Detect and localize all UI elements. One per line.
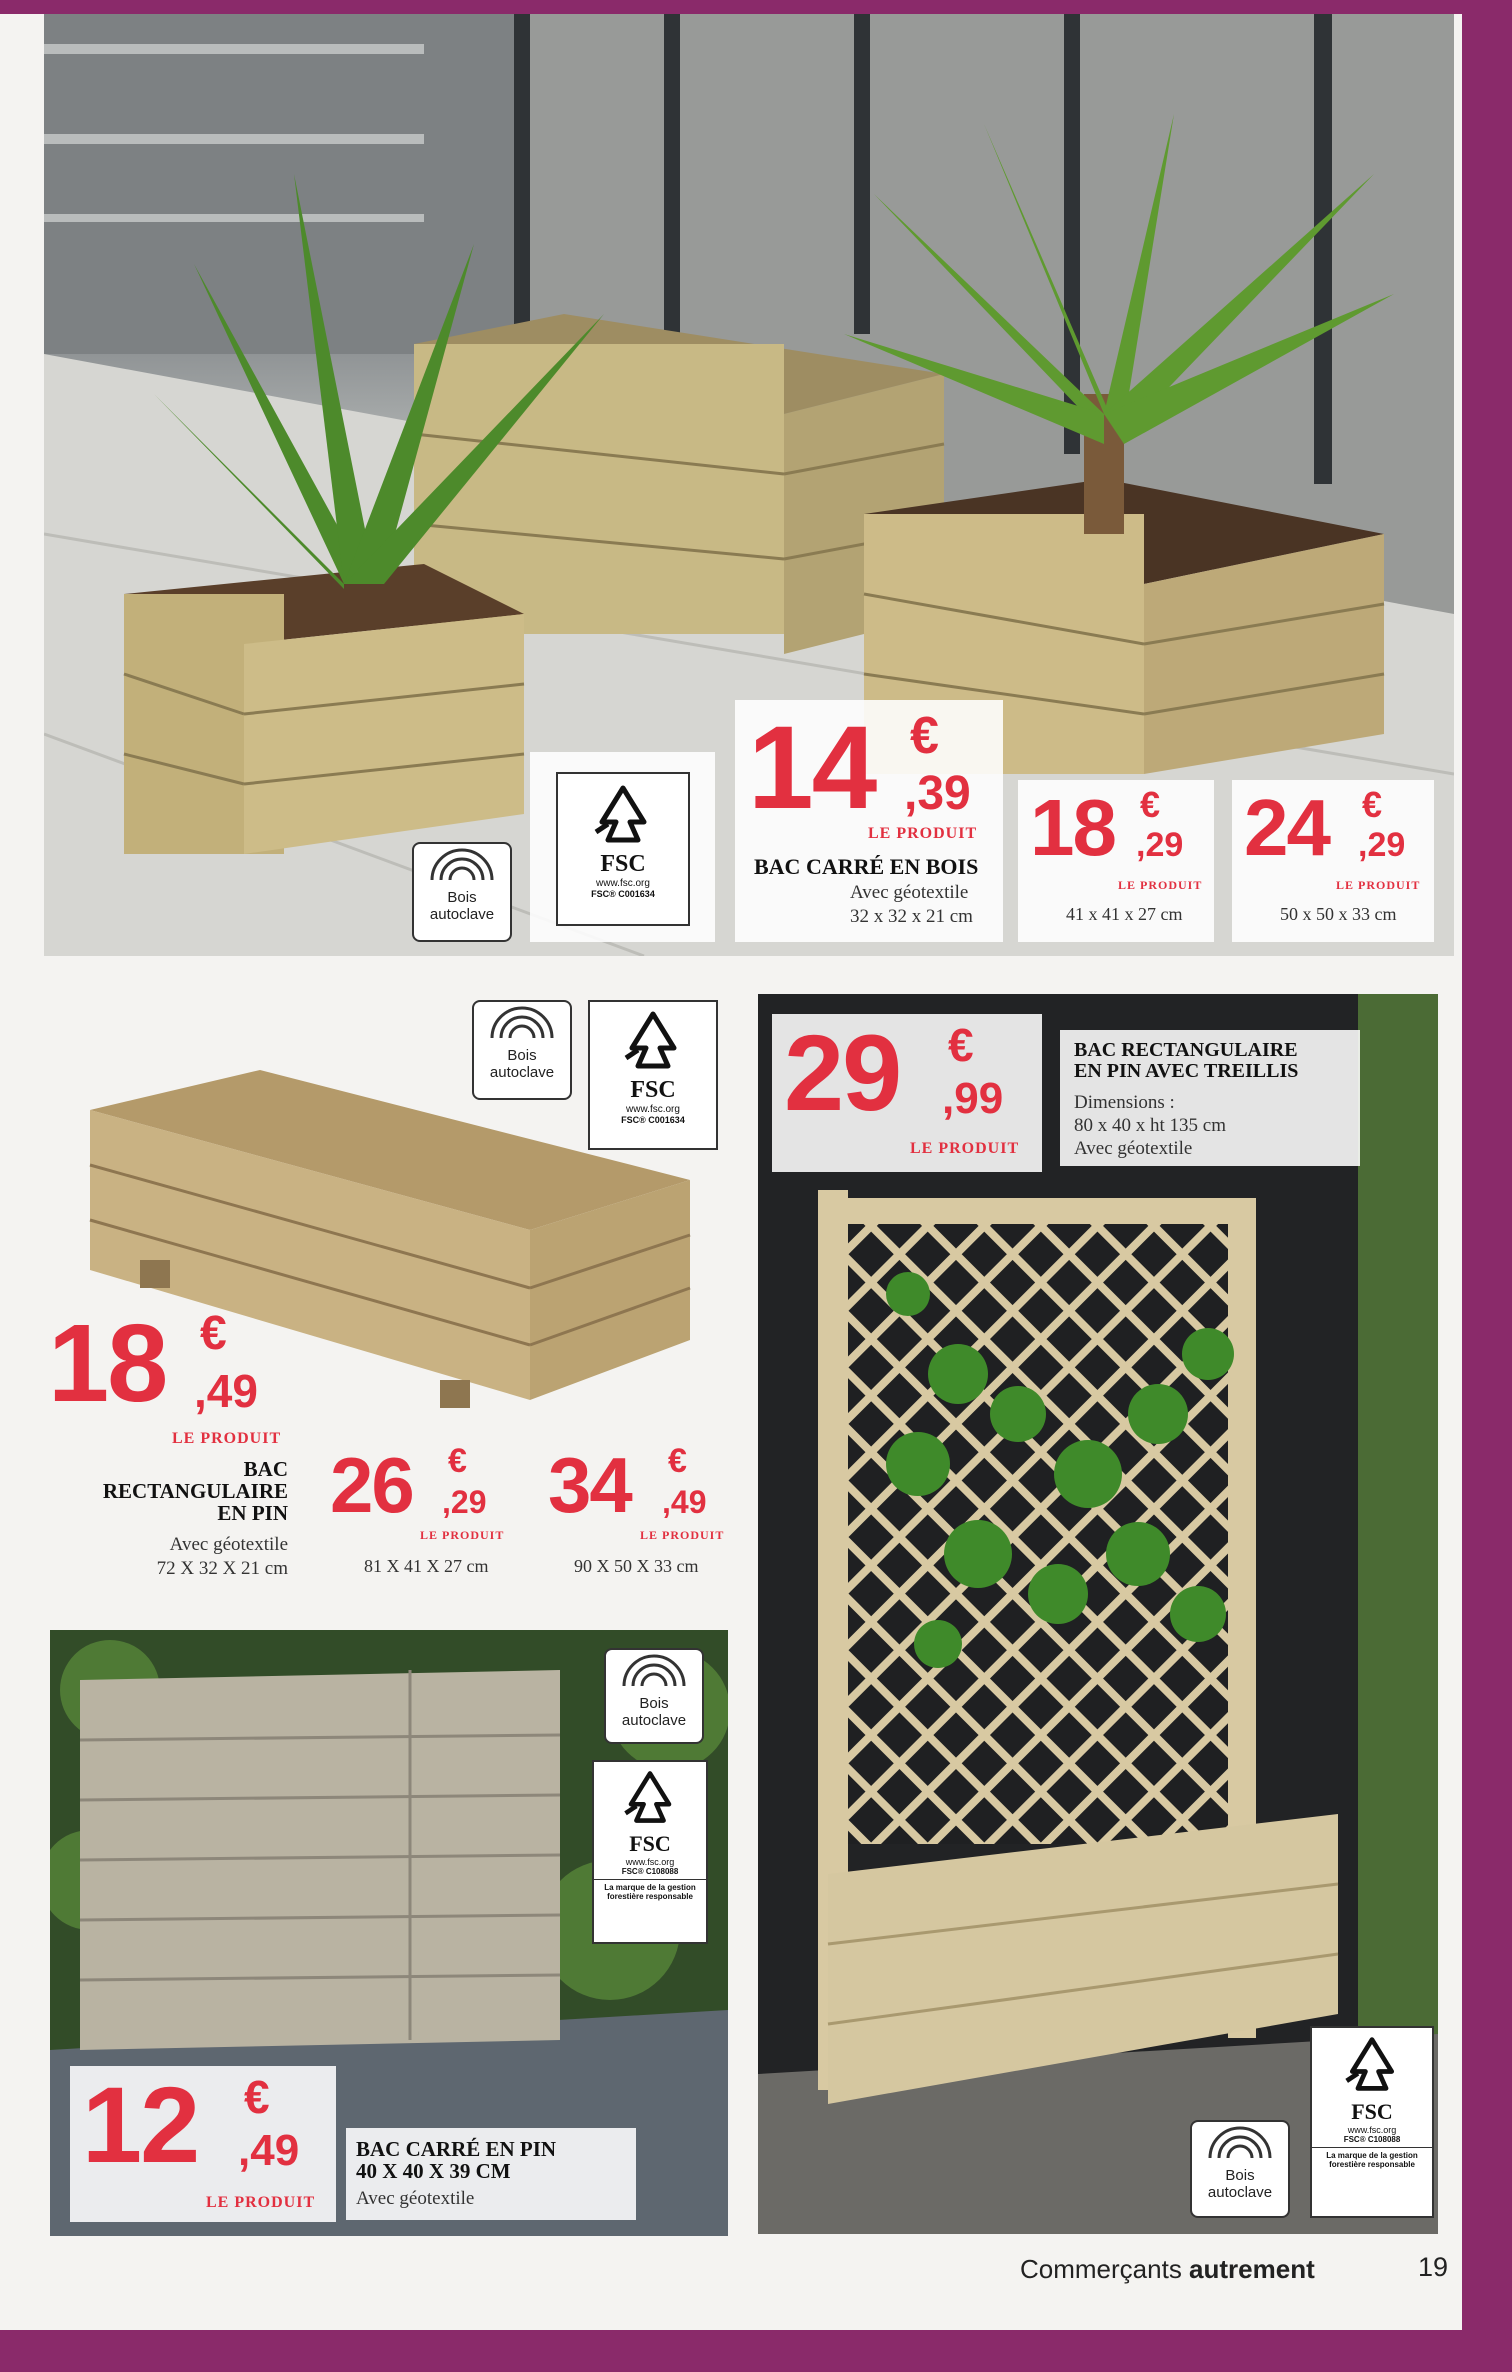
product-3-currency: € <box>244 2071 270 2123</box>
fsc-url: www.fsc.org <box>596 878 650 889</box>
product-1-subtitle: Avec géotextile <box>850 882 969 903</box>
bois-autoclave-badge-top <box>412 842 512 942</box>
autoclave-label: autoclave <box>1207 2184 1273 2201</box>
product-2-title-line-3: EN PIN <box>217 1501 288 1526</box>
product-2-variant-a-price <box>330 1440 510 1530</box>
fsc-code: FSC® C108088 <box>1343 2135 1401 2144</box>
bois-autoclave-icon <box>1205 2122 1275 2162</box>
product-2-price-dec: ,49 <box>194 1365 258 1417</box>
product-2-variant-b-price <box>548 1440 738 1530</box>
product-2-per-label: LE PRODUIT <box>172 1430 282 1447</box>
fsc-badge-mid <box>588 1000 718 1150</box>
product-3-title-line-2: 40 X 40 X 39 CM <box>356 2159 511 2184</box>
product-3-subtitle: Avec géotextile <box>356 2188 475 2209</box>
product-2-title-line-1: BAC <box>243 1457 288 1481</box>
product-1-price-int: 14 <box>748 702 876 834</box>
variant-a-dec: ,29 <box>1136 826 1184 864</box>
footer-brand-bold: autrement <box>1189 2254 1315 2284</box>
variant-a-int: 18 <box>1030 783 1115 872</box>
product-2-title-line-2: RECTANGULAIRE <box>102 1479 288 1504</box>
product-3-per-label: LE PRODUIT <box>206 2194 316 2211</box>
autoclave-label: autoclave <box>429 906 495 923</box>
bois-label: Bois <box>1225 2167 1255 2184</box>
product-4-price-int: 29 <box>784 1012 901 1133</box>
fsc-name: FSC <box>1351 2099 1393 2124</box>
fsc-url: www.fsc.org <box>626 1104 680 1115</box>
footer-brand <box>1020 2254 1315 2285</box>
fsc-badge-top <box>556 772 690 926</box>
p2-variant-b-dimensions: 90 X 50 X 33 cm <box>574 1556 699 1576</box>
product-4-currency: € <box>948 1019 974 1071</box>
page-number: 19 <box>1418 2252 1449 2282</box>
product-2-subtitle: Avec géotextile <box>169 1534 288 1555</box>
bois-autoclave-icon <box>619 1650 689 1690</box>
variant-b-per-label: LE PRODUIT <box>1336 878 1421 892</box>
product-2-dimensions: 72 X 32 X 21 cm <box>156 1558 288 1579</box>
variant-a-dimensions: 41 x 41 x 27 cm <box>1066 904 1183 924</box>
variant-b-dimensions: 50 x 50 x 33 cm <box>1280 904 1397 924</box>
variant-b-dec: ,29 <box>1358 826 1406 864</box>
fsc-tree-icon <box>1339 2034 1405 2094</box>
bois-autoclave-badge-right <box>1190 2120 1290 2218</box>
product-4-title-line-2: EN PIN AVEC TREILLIS <box>1074 1060 1299 1082</box>
footer-brand-regular: Commerçants <box>1020 2254 1190 2284</box>
product-3-title <box>356 2138 556 2182</box>
fsc-badge-bottom-left <box>592 1760 708 1944</box>
p2-variant-a-currency: € <box>448 1442 467 1480</box>
bois-label: Bois <box>507 1047 537 1064</box>
fsc-tree-icon <box>618 1008 688 1072</box>
planter-left <box>124 564 524 854</box>
fsc-code: FSC® C001634 <box>591 889 655 899</box>
p2-variant-b-int: 34 <box>548 1441 631 1529</box>
p2-variant-a-int: 26 <box>330 1441 413 1529</box>
product-3-title-line-1: BAC CARRÉ EN PIN <box>356 2137 557 2161</box>
bois-autoclave-badge-mid <box>472 1000 572 1100</box>
fsc-name: FSC <box>630 1077 676 1103</box>
variant-a-currency: € <box>1140 784 1161 825</box>
bois-label: Bois <box>447 889 477 906</box>
product-4-subtitle-line-3: Avec géotextile <box>1074 1137 1193 1159</box>
product-2-price <box>48 1300 298 1430</box>
fsc-url: www.fsc.org <box>625 1857 675 1867</box>
product-2-price-int: 18 <box>48 1302 167 1425</box>
p2-variant-b-per-label: LE PRODUIT <box>640 1528 725 1542</box>
product-4-per-label: LE PRODUIT <box>910 1140 1020 1157</box>
product-3-price-int: 12 <box>82 2064 199 2185</box>
product-2-title <box>103 1458 288 1524</box>
p2-variant-a-per-label: LE PRODUIT <box>420 1528 505 1542</box>
autoclave-label: autoclave <box>621 1712 687 1729</box>
bois-label: Bois <box>639 1695 669 1712</box>
product-4-subtitle-line-1: Dimensions : <box>1074 1092 1175 1113</box>
product-3-price-dec: ,49 <box>238 2126 300 2175</box>
p2-variant-b-dec: ,49 <box>662 1484 707 1520</box>
p2-variant-a-dec: ,29 <box>442 1484 487 1520</box>
fsc-code: FSC® C108088 <box>621 1867 679 1876</box>
product-4-title-line-1: BAC RECTANGULAIRE <box>1074 1039 1298 1061</box>
fsc-note: La marque de la gestion forestière responsable <box>594 1879 706 1904</box>
variant-b-currency: € <box>1362 784 1383 825</box>
fsc-badge-right <box>1310 2026 1434 2218</box>
bois-autoclave-icon <box>487 1002 557 1042</box>
p2-variant-a-dimensions: 81 X 41 X 27 cm <box>364 1556 489 1576</box>
autoclave-label: autoclave <box>489 1064 555 1081</box>
product-1-per-label: LE PRODUIT <box>868 825 978 842</box>
product-4-subtitle <box>1074 1092 1226 1160</box>
product-3-price <box>82 2062 332 2192</box>
fsc-name: FSC <box>629 1831 671 1856</box>
product-2-currency: € <box>200 1307 227 1360</box>
product-1-variant-b-price <box>1244 782 1434 872</box>
p2-variant-b-currency: € <box>668 1442 687 1480</box>
fsc-url: www.fsc.org <box>1347 2125 1397 2135</box>
product-4-title <box>1074 1040 1298 1082</box>
product-1-title: BAC CARRÉ EN BOIS <box>754 854 979 879</box>
product-4-price-dec: ,99 <box>942 1074 1004 1123</box>
fsc-tree-icon <box>618 1768 682 1826</box>
product-4-subtitle-line-2: 80 x 40 x ht 135 cm <box>1074 1114 1226 1136</box>
product-1-variant-a-price <box>1030 782 1210 872</box>
product-4-price <box>784 1010 1044 1140</box>
fsc-note: La marque de la gestion forestière responsable <box>1312 2147 1432 2172</box>
variant-b-int: 24 <box>1244 783 1329 872</box>
fsc-tree-icon <box>588 782 658 846</box>
variant-a-per-label: LE PRODUIT <box>1118 878 1203 892</box>
product-1-currency: € <box>910 707 939 765</box>
product-1-dimensions: 32 x 32 x 21 cm <box>850 906 973 927</box>
bois-autoclave-icon <box>427 844 497 884</box>
product-1-price-dec: ,39 <box>904 767 971 820</box>
fsc-code: FSC® C001634 <box>621 1115 685 1125</box>
fsc-name: FSC <box>600 851 646 877</box>
bois-autoclave-badge-bottom <box>604 1648 704 1744</box>
